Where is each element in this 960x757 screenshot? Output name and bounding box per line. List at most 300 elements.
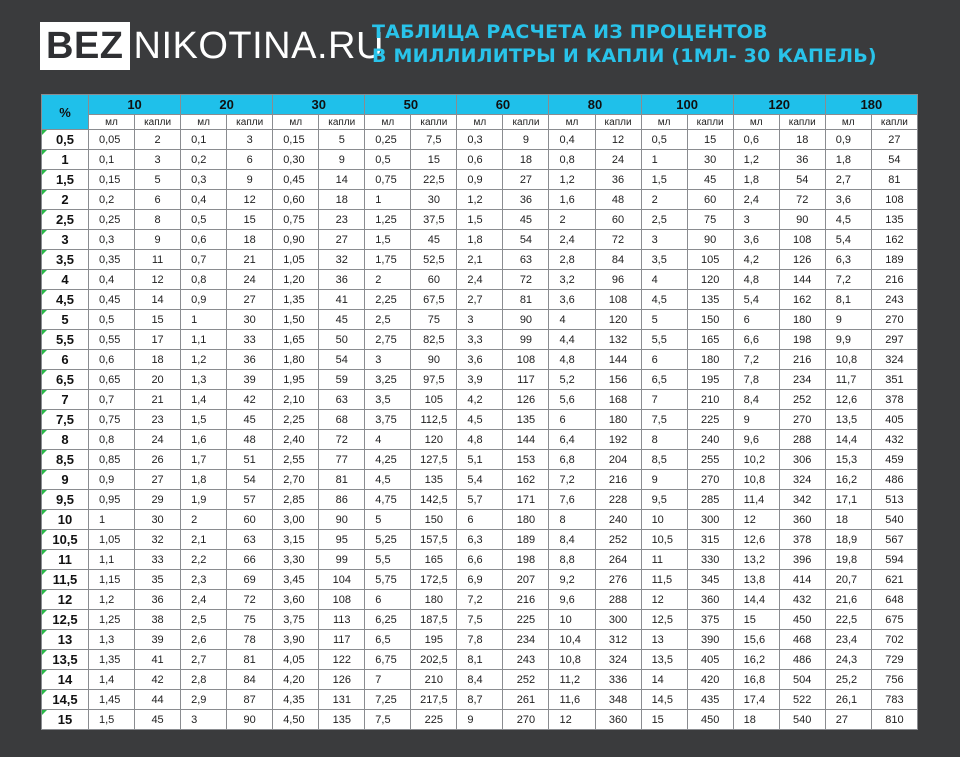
table-row bbox=[42, 670, 918, 690]
drops-value-cell: 54 bbox=[871, 150, 917, 170]
ml-value-cell: 7,8 bbox=[733, 370, 779, 390]
table-row bbox=[42, 190, 918, 210]
ml-value-cell: 0,90 bbox=[273, 230, 319, 250]
ml-value-cell: 1,75 bbox=[365, 250, 411, 270]
drops-value-cell: 72 bbox=[595, 230, 641, 250]
ml-value-cell: 3,25 bbox=[365, 370, 411, 390]
drops-value-cell: 300 bbox=[595, 610, 641, 630]
drops-value-cell: 131 bbox=[319, 690, 365, 710]
drops-value-cell: 18 bbox=[779, 130, 825, 150]
drops-value-cell: 135 bbox=[871, 210, 917, 230]
ml-value-cell: 0,30 bbox=[273, 150, 319, 170]
volume-header: 100 bbox=[641, 95, 733, 115]
ml-value-cell: 3,5 bbox=[641, 250, 687, 270]
ml-value-cell: 1,8 bbox=[733, 170, 779, 190]
ml-value-cell: 0,6 bbox=[457, 150, 503, 170]
drops-value-cell: 162 bbox=[503, 470, 549, 490]
percent-cell: 12,5 bbox=[42, 610, 89, 630]
ml-value-cell: 2,6 bbox=[181, 630, 227, 650]
ml-value-cell: 2,5 bbox=[181, 610, 227, 630]
ml-value-cell: 1,8 bbox=[825, 150, 871, 170]
ml-value-cell: 4 bbox=[549, 310, 595, 330]
ml-value-cell: 1,05 bbox=[89, 530, 135, 550]
drops-value-cell: 12 bbox=[595, 130, 641, 150]
ml-value-cell: 8,4 bbox=[457, 670, 503, 690]
drops-value-cell: 60 bbox=[687, 190, 733, 210]
percent-cell: 1,5 bbox=[42, 170, 89, 190]
drops-value-cell: 126 bbox=[319, 670, 365, 690]
ml-unit-header: мл bbox=[273, 115, 319, 130]
ml-value-cell: 0,2 bbox=[181, 150, 227, 170]
percent-cell: 13,5 bbox=[42, 650, 89, 670]
drops-value-cell: 264 bbox=[595, 550, 641, 570]
ml-value-cell: 12,6 bbox=[825, 390, 871, 410]
ml-value-cell: 1,80 bbox=[273, 350, 319, 370]
drops-value-cell: 202,5 bbox=[411, 650, 457, 670]
drops-value-cell: 108 bbox=[871, 190, 917, 210]
ml-value-cell: 10,5 bbox=[641, 530, 687, 550]
drops-value-cell: 270 bbox=[871, 310, 917, 330]
ml-value-cell: 9,6 bbox=[549, 590, 595, 610]
drops-unit-header: капли bbox=[871, 115, 917, 130]
ml-value-cell: 2,5 bbox=[641, 210, 687, 230]
drops-value-cell: 192 bbox=[595, 430, 641, 450]
conversion-table-container bbox=[41, 94, 918, 727]
ml-value-cell: 5,75 bbox=[365, 570, 411, 590]
ml-value-cell: 3,9 bbox=[457, 370, 503, 390]
drops-value-cell: 324 bbox=[779, 470, 825, 490]
drops-value-cell: 82,5 bbox=[411, 330, 457, 350]
drops-value-cell: 95 bbox=[319, 530, 365, 550]
percent-cell: 1 bbox=[42, 150, 89, 170]
ml-value-cell: 1,1 bbox=[89, 550, 135, 570]
ml-value-cell: 4,50 bbox=[273, 710, 319, 730]
drops-value-cell: 54 bbox=[319, 350, 365, 370]
ml-value-cell: 2,5 bbox=[365, 310, 411, 330]
drops-value-cell: 32 bbox=[319, 250, 365, 270]
drops-unit-header: капли bbox=[779, 115, 825, 130]
ml-value-cell: 1,15 bbox=[89, 570, 135, 590]
drops-value-cell: 157,5 bbox=[411, 530, 457, 550]
ml-value-cell: 4 bbox=[641, 270, 687, 290]
ml-value-cell: 6 bbox=[733, 310, 779, 330]
drops-value-cell: 60 bbox=[411, 270, 457, 290]
drops-value-cell: 122 bbox=[319, 650, 365, 670]
drops-value-cell: 90 bbox=[319, 510, 365, 530]
table-row bbox=[42, 570, 918, 590]
percent-cell: 7,5 bbox=[42, 410, 89, 430]
title-line-1: ТАБЛИЦА РАСЧЕТА ИЗ ПРОЦЕНТОВ bbox=[372, 21, 768, 43]
ml-value-cell: 2 bbox=[549, 210, 595, 230]
drops-value-cell: 150 bbox=[411, 510, 457, 530]
drops-value-cell: 27 bbox=[319, 230, 365, 250]
drops-value-cell: 30 bbox=[227, 310, 273, 330]
ml-value-cell: 0,7 bbox=[89, 390, 135, 410]
drops-value-cell: 228 bbox=[595, 490, 641, 510]
ml-value-cell: 4,5 bbox=[825, 210, 871, 230]
drops-value-cell: 108 bbox=[779, 230, 825, 250]
ml-value-cell: 16,8 bbox=[733, 670, 779, 690]
ml-value-cell: 16,2 bbox=[733, 650, 779, 670]
ml-value-cell: 3 bbox=[733, 210, 779, 230]
drops-value-cell: 39 bbox=[227, 370, 273, 390]
ml-value-cell: 17,1 bbox=[825, 490, 871, 510]
drops-value-cell: 57 bbox=[227, 490, 273, 510]
ml-value-cell: 11,5 bbox=[641, 570, 687, 590]
ml-value-cell: 5,1 bbox=[457, 450, 503, 470]
drops-value-cell: 345 bbox=[687, 570, 733, 590]
drops-value-cell: 225 bbox=[687, 410, 733, 430]
ml-value-cell: 1,1 bbox=[181, 330, 227, 350]
ml-value-cell: 3,15 bbox=[273, 530, 319, 550]
ml-value-cell: 1,4 bbox=[181, 390, 227, 410]
drops-value-cell: 21 bbox=[227, 250, 273, 270]
unit-header-row bbox=[42, 115, 918, 130]
drops-value-cell: 375 bbox=[687, 610, 733, 630]
drops-value-cell: 6 bbox=[135, 190, 181, 210]
drops-value-cell: 78 bbox=[227, 630, 273, 650]
drops-value-cell: 41 bbox=[319, 290, 365, 310]
drops-value-cell: 97,5 bbox=[411, 370, 457, 390]
ml-value-cell: 0,55 bbox=[89, 330, 135, 350]
drops-value-cell: 142,5 bbox=[411, 490, 457, 510]
drops-value-cell: 252 bbox=[503, 670, 549, 690]
ml-value-cell: 7,2 bbox=[549, 470, 595, 490]
ml-value-cell: 2,55 bbox=[273, 450, 319, 470]
drops-value-cell: 324 bbox=[871, 350, 917, 370]
ml-value-cell: 1,8 bbox=[457, 230, 503, 250]
ml-value-cell: 0,6 bbox=[733, 130, 779, 150]
table-row bbox=[42, 490, 918, 510]
ml-value-cell: 11,2 bbox=[549, 670, 595, 690]
ml-value-cell: 3,6 bbox=[825, 190, 871, 210]
ml-value-cell: 7,2 bbox=[825, 270, 871, 290]
drops-value-cell: 30 bbox=[687, 150, 733, 170]
drops-value-cell: 117 bbox=[319, 630, 365, 650]
ml-value-cell: 24,3 bbox=[825, 650, 871, 670]
drops-value-cell: 112,5 bbox=[411, 410, 457, 430]
ml-value-cell: 7,5 bbox=[457, 610, 503, 630]
ml-value-cell: 0,95 bbox=[89, 490, 135, 510]
drops-value-cell: 26 bbox=[135, 450, 181, 470]
ml-value-cell: 6,3 bbox=[457, 530, 503, 550]
volume-header: 20 bbox=[181, 95, 273, 115]
ml-value-cell: 0,9 bbox=[457, 170, 503, 190]
drops-value-cell: 405 bbox=[871, 410, 917, 430]
drops-value-cell: 105 bbox=[687, 250, 733, 270]
ml-value-cell: 2,70 bbox=[273, 470, 319, 490]
ml-value-cell: 1,5 bbox=[641, 170, 687, 190]
drops-value-cell: 2 bbox=[135, 130, 181, 150]
ml-value-cell: 5 bbox=[365, 510, 411, 530]
drops-value-cell: 312 bbox=[595, 630, 641, 650]
percent-cell: 12 bbox=[42, 590, 89, 610]
ml-value-cell: 10,4 bbox=[549, 630, 595, 650]
ml-value-cell: 18 bbox=[733, 710, 779, 730]
ml-value-cell: 4,35 bbox=[273, 690, 319, 710]
drops-value-cell: 9 bbox=[503, 130, 549, 150]
ml-value-cell: 1,5 bbox=[365, 230, 411, 250]
drops-value-cell: 432 bbox=[779, 590, 825, 610]
ml-value-cell: 3 bbox=[457, 310, 503, 330]
drops-value-cell: 216 bbox=[503, 590, 549, 610]
drops-value-cell: 41 bbox=[135, 650, 181, 670]
percent-cell: 3 bbox=[42, 230, 89, 250]
ml-value-cell: 1,20 bbox=[273, 270, 319, 290]
drops-value-cell: 153 bbox=[503, 450, 549, 470]
ml-value-cell: 13,8 bbox=[733, 570, 779, 590]
logo-domain-text: NIKOTINA.RU bbox=[133, 25, 384, 67]
drops-value-cell: 33 bbox=[227, 330, 273, 350]
drops-value-cell: 240 bbox=[687, 430, 733, 450]
ml-value-cell: 3,6 bbox=[733, 230, 779, 250]
table-row bbox=[42, 370, 918, 390]
drops-value-cell: 432 bbox=[871, 430, 917, 450]
ml-value-cell: 2,40 bbox=[273, 430, 319, 450]
drops-value-cell: 450 bbox=[779, 610, 825, 630]
ml-value-cell: 9,9 bbox=[825, 330, 871, 350]
ml-value-cell: 6,9 bbox=[457, 570, 503, 590]
drops-value-cell: 171 bbox=[503, 490, 549, 510]
drops-value-cell: 567 bbox=[871, 530, 917, 550]
ml-value-cell: 14 bbox=[641, 670, 687, 690]
ml-value-cell: 10,2 bbox=[733, 450, 779, 470]
ml-value-cell: 9,6 bbox=[733, 430, 779, 450]
ml-value-cell: 1,2 bbox=[89, 590, 135, 610]
drops-value-cell: 18 bbox=[135, 350, 181, 370]
ml-value-cell: 3,5 bbox=[365, 390, 411, 410]
volume-header: 50 bbox=[365, 95, 457, 115]
drops-value-cell: 52,5 bbox=[411, 250, 457, 270]
ml-value-cell: 0,15 bbox=[89, 170, 135, 190]
drops-value-cell: 168 bbox=[595, 390, 641, 410]
ml-value-cell: 3,75 bbox=[273, 610, 319, 630]
drops-value-cell: 300 bbox=[687, 510, 733, 530]
percent-cell: 9,5 bbox=[42, 490, 89, 510]
drops-value-cell: 162 bbox=[871, 230, 917, 250]
ml-unit-header: мл bbox=[89, 115, 135, 130]
table-row bbox=[42, 310, 918, 330]
ml-value-cell: 1,2 bbox=[457, 190, 503, 210]
percent-cell: 6,5 bbox=[42, 370, 89, 390]
drops-value-cell: 315 bbox=[687, 530, 733, 550]
drops-value-cell: 36 bbox=[227, 350, 273, 370]
ml-value-cell: 17,4 bbox=[733, 690, 779, 710]
ml-value-cell: 2,1 bbox=[181, 530, 227, 550]
table-row bbox=[42, 450, 918, 470]
ml-value-cell: 8,4 bbox=[733, 390, 779, 410]
drops-value-cell: 306 bbox=[779, 450, 825, 470]
drops-value-cell: 90 bbox=[779, 210, 825, 230]
ml-value-cell: 10 bbox=[549, 610, 595, 630]
ml-value-cell: 5,25 bbox=[365, 530, 411, 550]
ml-value-cell: 2,4 bbox=[733, 190, 779, 210]
drops-value-cell: 195 bbox=[411, 630, 457, 650]
drops-value-cell: 9 bbox=[319, 150, 365, 170]
ml-value-cell: 9 bbox=[733, 410, 779, 430]
ml-unit-header: мл bbox=[457, 115, 503, 130]
ml-value-cell: 5,4 bbox=[825, 230, 871, 250]
ml-value-cell: 7,8 bbox=[457, 630, 503, 650]
drops-value-cell: 390 bbox=[687, 630, 733, 650]
ml-value-cell: 3,6 bbox=[549, 290, 595, 310]
table-row bbox=[42, 150, 918, 170]
drops-value-cell: 30 bbox=[411, 190, 457, 210]
ml-value-cell: 4,75 bbox=[365, 490, 411, 510]
drops-value-cell: 3 bbox=[135, 150, 181, 170]
ml-value-cell: 5,5 bbox=[365, 550, 411, 570]
ml-value-cell: 26,1 bbox=[825, 690, 871, 710]
ml-value-cell: 5,4 bbox=[457, 470, 503, 490]
ml-value-cell: 0,6 bbox=[181, 230, 227, 250]
drops-value-cell: 12 bbox=[227, 190, 273, 210]
drops-value-cell: 81 bbox=[503, 290, 549, 310]
drops-value-cell: 35 bbox=[135, 570, 181, 590]
ml-value-cell: 10,8 bbox=[549, 650, 595, 670]
drops-value-cell: 217,5 bbox=[411, 690, 457, 710]
ml-value-cell: 3 bbox=[365, 350, 411, 370]
ml-value-cell: 0,8 bbox=[89, 430, 135, 450]
drops-value-cell: 210 bbox=[411, 670, 457, 690]
ml-value-cell: 3 bbox=[641, 230, 687, 250]
ml-value-cell: 2,3 bbox=[181, 570, 227, 590]
volume-header-row bbox=[42, 95, 918, 115]
drops-value-cell: 285 bbox=[687, 490, 733, 510]
drops-value-cell: 540 bbox=[779, 710, 825, 730]
drops-value-cell: 360 bbox=[779, 510, 825, 530]
drops-value-cell: 81 bbox=[871, 170, 917, 190]
ml-value-cell: 7,25 bbox=[365, 690, 411, 710]
percent-cell: 14,5 bbox=[42, 690, 89, 710]
ml-value-cell: 7,5 bbox=[641, 410, 687, 430]
drops-value-cell: 216 bbox=[779, 350, 825, 370]
drops-value-cell: 127,5 bbox=[411, 450, 457, 470]
drops-value-cell: 108 bbox=[319, 590, 365, 610]
ml-value-cell: 0,8 bbox=[181, 270, 227, 290]
ml-value-cell: 10,8 bbox=[825, 350, 871, 370]
drops-value-cell: 75 bbox=[227, 610, 273, 630]
ml-value-cell: 2,7 bbox=[181, 650, 227, 670]
drops-value-cell: 60 bbox=[227, 510, 273, 530]
ml-value-cell: 2,10 bbox=[273, 390, 319, 410]
table-row bbox=[42, 410, 918, 430]
ml-value-cell: 1 bbox=[365, 190, 411, 210]
drops-value-cell: 96 bbox=[595, 270, 641, 290]
drops-value-cell: 270 bbox=[687, 470, 733, 490]
percent-cell: 8 bbox=[42, 430, 89, 450]
ml-value-cell: 19,8 bbox=[825, 550, 871, 570]
drops-value-cell: 90 bbox=[411, 350, 457, 370]
drops-value-cell: 195 bbox=[687, 370, 733, 390]
percent-cell: 14 bbox=[42, 670, 89, 690]
ml-value-cell: 0,75 bbox=[365, 170, 411, 190]
percent-cell: 2,5 bbox=[42, 210, 89, 230]
drops-value-cell: 23 bbox=[135, 410, 181, 430]
drops-value-cell: 405 bbox=[687, 650, 733, 670]
drops-value-cell: 33 bbox=[135, 550, 181, 570]
drops-value-cell: 5 bbox=[135, 170, 181, 190]
drops-value-cell: 156 bbox=[595, 370, 641, 390]
drops-value-cell: 84 bbox=[227, 670, 273, 690]
percent-cell: 4,5 bbox=[42, 290, 89, 310]
drops-value-cell: 180 bbox=[687, 350, 733, 370]
drops-value-cell: 50 bbox=[319, 330, 365, 350]
ml-value-cell: 1,4 bbox=[89, 670, 135, 690]
drops-value-cell: 504 bbox=[779, 670, 825, 690]
ml-value-cell: 0,1 bbox=[89, 150, 135, 170]
ml-value-cell: 18 bbox=[825, 510, 871, 530]
ml-value-cell: 2,4 bbox=[457, 270, 503, 290]
drops-value-cell: 48 bbox=[227, 430, 273, 450]
drops-value-cell: 324 bbox=[595, 650, 641, 670]
percent-cell: 5,5 bbox=[42, 330, 89, 350]
drops-value-cell: 252 bbox=[595, 530, 641, 550]
drops-value-cell: 20 bbox=[135, 370, 181, 390]
ml-value-cell: 3,3 bbox=[457, 330, 503, 350]
drops-value-cell: 240 bbox=[595, 510, 641, 530]
drops-value-cell: 135 bbox=[503, 410, 549, 430]
ml-value-cell: 1,25 bbox=[89, 610, 135, 630]
ml-value-cell: 8,7 bbox=[457, 690, 503, 710]
ml-value-cell: 2,1 bbox=[457, 250, 503, 270]
drops-value-cell: 11 bbox=[135, 250, 181, 270]
drops-value-cell: 132 bbox=[595, 330, 641, 350]
drops-value-cell: 144 bbox=[595, 350, 641, 370]
ml-value-cell: 8,1 bbox=[825, 290, 871, 310]
drops-value-cell: 86 bbox=[319, 490, 365, 510]
table-row bbox=[42, 230, 918, 250]
ml-value-cell: 1,5 bbox=[457, 210, 503, 230]
drops-value-cell: 9 bbox=[227, 170, 273, 190]
ml-value-cell: 4,2 bbox=[457, 390, 503, 410]
ml-unit-header: мл bbox=[181, 115, 227, 130]
drops-value-cell: 126 bbox=[503, 390, 549, 410]
ml-value-cell: 4,8 bbox=[733, 270, 779, 290]
drops-value-cell: 67,5 bbox=[411, 290, 457, 310]
table-row bbox=[42, 630, 918, 650]
drops-value-cell: 54 bbox=[227, 470, 273, 490]
drops-value-cell: 17 bbox=[135, 330, 181, 350]
drops-value-cell: 276 bbox=[595, 570, 641, 590]
drops-value-cell: 51 bbox=[227, 450, 273, 470]
drops-value-cell: 396 bbox=[779, 550, 825, 570]
drops-value-cell: 44 bbox=[135, 690, 181, 710]
ml-value-cell: 22,5 bbox=[825, 610, 871, 630]
ml-value-cell: 2,9 bbox=[181, 690, 227, 710]
ml-value-cell: 5,5 bbox=[641, 330, 687, 350]
drops-value-cell: 99 bbox=[503, 330, 549, 350]
percent-cell: 0,5 bbox=[42, 130, 89, 150]
drops-value-cell: 162 bbox=[779, 290, 825, 310]
volume-header: 60 bbox=[457, 95, 549, 115]
ml-unit-header: мл bbox=[733, 115, 779, 130]
drops-value-cell: 360 bbox=[687, 590, 733, 610]
ml-value-cell: 12 bbox=[641, 590, 687, 610]
drops-value-cell: 87 bbox=[227, 690, 273, 710]
drops-value-cell: 84 bbox=[595, 250, 641, 270]
drops-value-cell: 180 bbox=[411, 590, 457, 610]
drops-value-cell: 36 bbox=[503, 190, 549, 210]
drops-value-cell: 27 bbox=[135, 470, 181, 490]
ml-value-cell: 12 bbox=[549, 710, 595, 730]
ml-value-cell: 6,5 bbox=[365, 630, 411, 650]
drops-value-cell: 180 bbox=[595, 410, 641, 430]
ml-value-cell: 15 bbox=[733, 610, 779, 630]
drops-value-cell: 90 bbox=[227, 710, 273, 730]
ml-value-cell: 5,4 bbox=[733, 290, 779, 310]
percent-cell: 4 bbox=[42, 270, 89, 290]
drops-value-cell: 360 bbox=[595, 710, 641, 730]
